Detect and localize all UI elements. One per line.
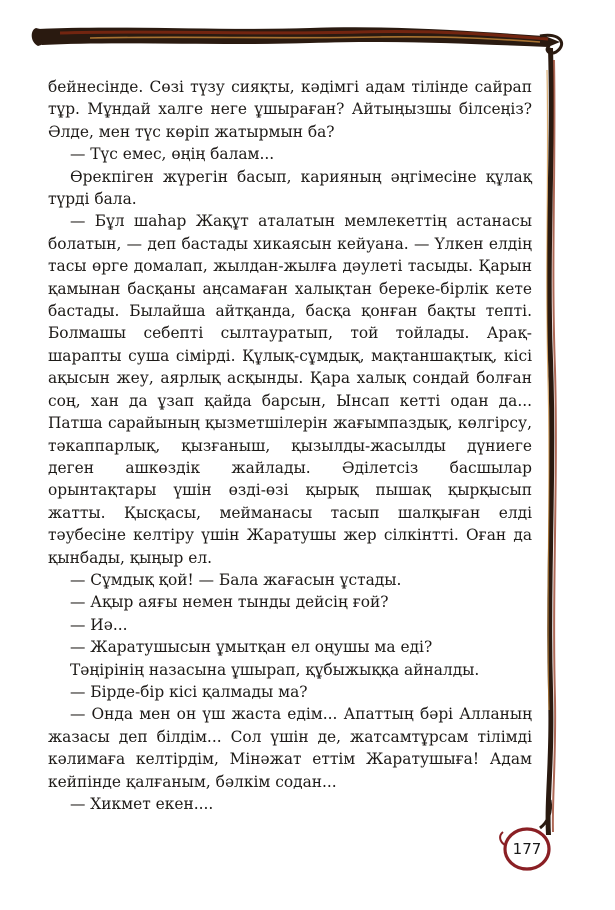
paragraph: — Иә... [70,615,128,634]
paragraph: — Бұл шаһар Жақұт аталатын мемлекеттің астанасы болатын, — деп бастады хикаясын кейуана. — Үлкен елдің тасы өрге домалап, жылдан-жылға дәулеті тасыды. Қарын қамынан басқаны аңсамаған халықтан береке-бірлік кете бастады. Былайша айтқанда, басқа қонған бақты тепті. Болмашы себепті сылтауратып, той тойлады. Арақ-шарапты суша сімірді. Құлық-сұмдық, мақтаншақтық, кісі ақысын жеу, аярлық асқынды. Қара халық сондай болған соң, хан да ұзап қайда барсын, Ынсап кетті одан да... Патша сарайының қызметшілерін жағымпаздық, көлгірсу, тәкаппарлық, қызғаныш, қызылды-жасылды дүниеге деген ашкөздік жайлады. Әділетсіз басшылар орынтақтары үшін өзді-өзі қырық пышақ қырқысып жатты. Қысқасы, мейманасы тасып шалқыған елді тәубесіне келтіру үшін Жаратушы жер сілкінтті. Оған да қынбады, қыңыр ел. [48,212,532,567]
paragraph: бейнесінде. Сөзі түзу сияқты, кәдімгі адам тілінде сайрап тұр. Мұндай халге неге ұшыраған? Айтыңызшы білсеңіз? Әлде, мен түс көріп жатырмын ба? [48,78,532,141]
paragraph: — Бірде-бір кісі қалмады ма? [70,682,308,701]
paragraph: — Ақыр аяғы немен тынды дейсің ғой? [70,593,389,612]
paragraph: Өрекпіген жүрегін басып, карияның әңгімесіне құлақ түрді бала. [48,167,532,209]
page-text [48,76,532,815]
paragraph: — Сұмдық қой! — Бала жағасын ұстады. [70,570,402,589]
paragraph: Тәңірінің назасына ұшырап, құбыжыққа айналды. [70,660,480,679]
paragraph: — Хикмет екен.... [70,795,214,813]
paragraph: — Жаратушысын ұмытқан ел оңушы ма еді? [70,638,433,657]
paragraph: — Түс емес, өңің балам... [70,145,275,164]
paragraph: — Онда мен он үш жаста едім... Апаттың бәрі Алланың жазасы деп білдім... Сол үшін де, жатсамтұрсам тілімді кәлимаға келтірдім, Мінәжат еттім Жаратушыға! Адам кейпінде қалғаным, бәлкім содан... [48,705,532,791]
page-number: 177 [512,840,542,858]
